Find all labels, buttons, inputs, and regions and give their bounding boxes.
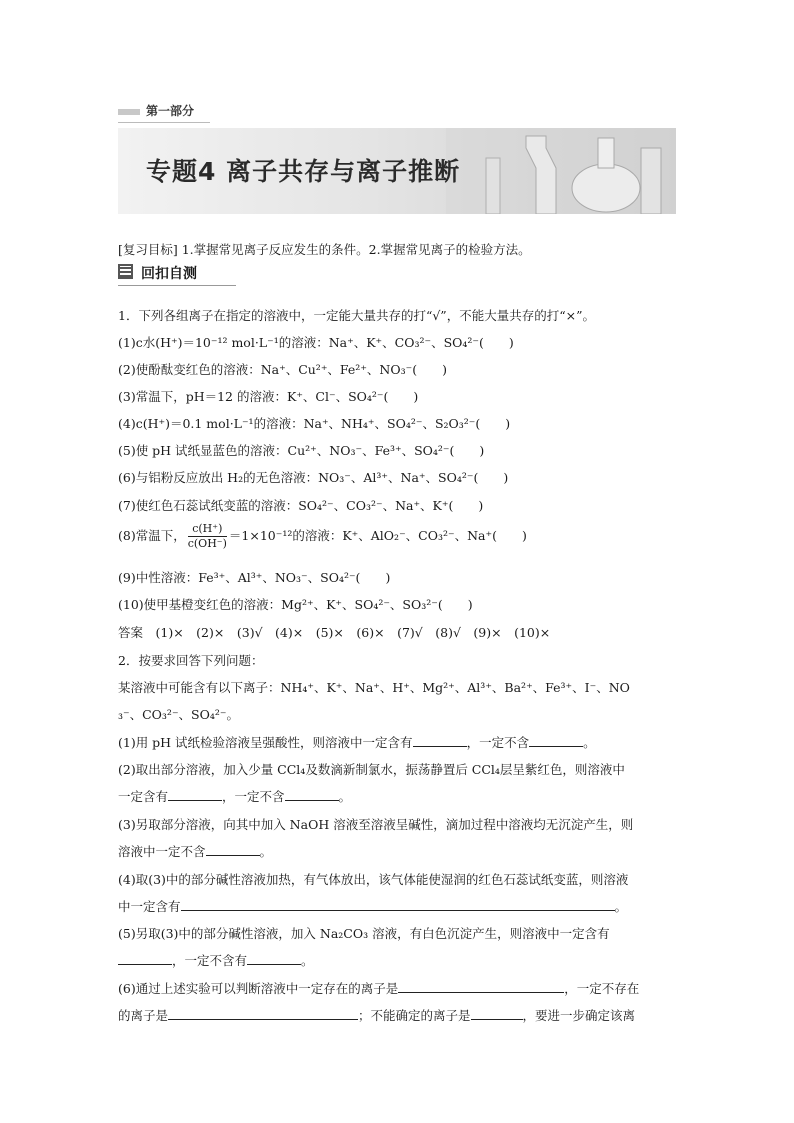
- q2-part-3-cont: [118, 842, 272, 860]
- q2-intro-2: ₃⁻、CO₃²⁻、SO₄²⁻。: [118, 707, 239, 722]
- q2-part-5: (5)另取(3)中的部分碱性溶液，加入 Na₂CO₃ 溶液，有白色沉淀产生，则溶液中一定含有: [118, 926, 610, 941]
- answer-blank[interactable]: [118, 952, 172, 965]
- fraction-denominator: c(OH⁻): [187, 537, 227, 550]
- q2-part-6: [118, 979, 639, 997]
- answer-blank[interactable]: [247, 952, 301, 965]
- q2-part-6-text-d: ；不能确定的离子是: [358, 1008, 471, 1023]
- answer-blank[interactable]: [529, 734, 583, 747]
- q2-part-6-text-e: ，要进一步确定该离: [522, 1008, 636, 1023]
- review-goal: [复习目标] 1.掌握常见离子反应发生的条件。2.掌握常见离子的检验方法。: [118, 242, 531, 257]
- q2-part-3: (3)另取部分溶液，向其中加入 NaOH 溶液至溶液呈碱性，滴加过程中溶液均无沉淀产生，则: [118, 817, 634, 832]
- q2-part-4-text-c: 。: [614, 899, 628, 914]
- q1-item-2: (2)使酚酞变红色的溶液：Na⁺、Cu²⁺、Fe²⁺、NO₃⁻( ): [118, 362, 447, 377]
- answer-blank[interactable]: [285, 788, 339, 801]
- answer-blank[interactable]: [413, 734, 467, 747]
- q1-item-1: (1)c水(H⁺)＝10⁻¹² mol·L⁻¹的溶液：Na⁺、K⁺、CO₃²⁻、SO₄²⁻( ): [118, 335, 514, 350]
- q2-part-4: (4)取(3)中的部分碱性溶液加热，有气体放出，该气体能使湿润的红色石蕊试纸变蓝，则溶液: [118, 872, 629, 887]
- q2-part-6-text-b: ，一定不存在: [564, 981, 640, 996]
- answer-blank[interactable]: [398, 980, 564, 993]
- q1-item-5: (5)使 pH 试纸显蓝色的溶液：Cu²⁺、NO₃⁻、Fe³⁺、SO₄²⁻( ): [118, 443, 485, 458]
- lab-glassware-image: [446, 128, 676, 214]
- q1-item-7: (7)使红色石蕊试纸变蓝的溶液：SO₄²⁻、CO₃²⁻、Na⁺、K⁺( ): [118, 498, 484, 513]
- q2-part-2-cont: [118, 787, 351, 805]
- section-icon: [118, 264, 133, 279]
- q2-part-4-text-b: 中一定含有: [118, 899, 181, 914]
- fraction: [188, 522, 227, 551]
- q1-item-8-suffix: ＝1×10⁻¹²的溶液：K⁺、AlO₂⁻、CO₃²⁻、Na⁺( ): [228, 528, 527, 543]
- q2-part-6-cont: [118, 1006, 635, 1024]
- q2-part-1-text-b: ，一定不含: [466, 735, 530, 750]
- bar-decoration: [118, 109, 140, 115]
- q1-item-3: (3)常温下，pH＝12 的溶液：K⁺、Cl⁻、SO₄²⁻( ): [118, 389, 419, 404]
- part-text: 第一部分: [146, 104, 195, 118]
- q1-item-10: (10)使甲基橙变红色的溶液：Mg²⁺、K⁺、SO₄²⁻、SO₃²⁻( ): [118, 597, 473, 612]
- q2-part-2-text-c: ，一定不含: [222, 789, 285, 804]
- q2-stem: 2．按要求回答下列问题：: [118, 653, 264, 668]
- q1-item-6: (6)与铝粉反应放出 H₂的无色溶液：NO₃⁻、Al³⁺、Na⁺、SO₄²⁻( ): [118, 470, 509, 485]
- q1-stem: 1．下列各组离子在指定的溶液中，一定能大量共存的打“√”，不能大量共存的打“×”。: [118, 308, 595, 323]
- q2-part-4-cont: [118, 897, 627, 915]
- q2-part-3-text-c: 。: [259, 844, 273, 859]
- q2-part-1-text-c: 。: [583, 735, 596, 750]
- q1-answer: 答案 (1)× (2)× (3)√ (4)× (5)× (6)× (7)√ (8)√ (9)× (10)×: [118, 625, 551, 640]
- q2-part-5-text-c: 。: [301, 953, 314, 968]
- q1-item-4: (4)c(H⁺)＝0.1 mol·L⁻¹的溶液：Na⁺、NH₄⁺、SO₄²⁻、S₂O₃²⁻( ): [118, 416, 511, 431]
- q2-part-2-text-b: 一定含有: [118, 789, 169, 804]
- section-heading: [118, 263, 236, 286]
- q1-item-9: (9)中性溶液：Fe³⁺、Al³⁺、NO₃⁻、SO₄²⁻( ): [118, 570, 391, 585]
- q2-part-6-text-a: (6)通过上述实验可以判断溶液中一定存在的离子是: [118, 981, 399, 996]
- q2-part-6-text-c: 的离子是: [118, 1008, 169, 1023]
- q2-part-3-text-b: 溶液中一定不含: [118, 844, 206, 859]
- fraction-numerator: c(H⁺): [188, 522, 227, 537]
- page-title: 专题4 离子共存与离子推断: [146, 157, 461, 186]
- section-title: 回扣自测: [141, 266, 197, 282]
- answer-blank[interactable]: [206, 843, 260, 856]
- part-label: [118, 102, 210, 123]
- q2-part-2: (2)取出部分溶液，加入少量 CCl₄及数滴新制氯水，振荡静置后 CCl₄层呈紫红色，则溶液中: [118, 762, 625, 777]
- q1-item-8-prefix: (8)常温下，: [118, 528, 186, 543]
- q2-part-5-text-b: ，一定不含有: [172, 953, 248, 968]
- q2-part-1: [118, 733, 596, 751]
- title-banner: [118, 128, 676, 214]
- q2-part-5-cont: [118, 951, 314, 969]
- answer-blank[interactable]: [168, 788, 222, 801]
- answer-blank[interactable]: [168, 1007, 358, 1020]
- answer-blank[interactable]: [471, 1007, 523, 1020]
- q2-part-2-text-d: 。: [338, 789, 352, 804]
- q2-part-1-text: (1)用 pH 试纸检验溶液呈强酸性，则溶液中一定含有: [118, 735, 413, 750]
- q2-intro-1: 某溶液中可能含有以下离子：NH₄⁺、K⁺、Na⁺、H⁺、Mg²⁺、Al³⁺、Ba²⁺、Fe³⁺、I⁻、NO: [118, 680, 630, 695]
- q1-item-8: [118, 522, 527, 551]
- answer-blank[interactable]: [181, 898, 615, 911]
